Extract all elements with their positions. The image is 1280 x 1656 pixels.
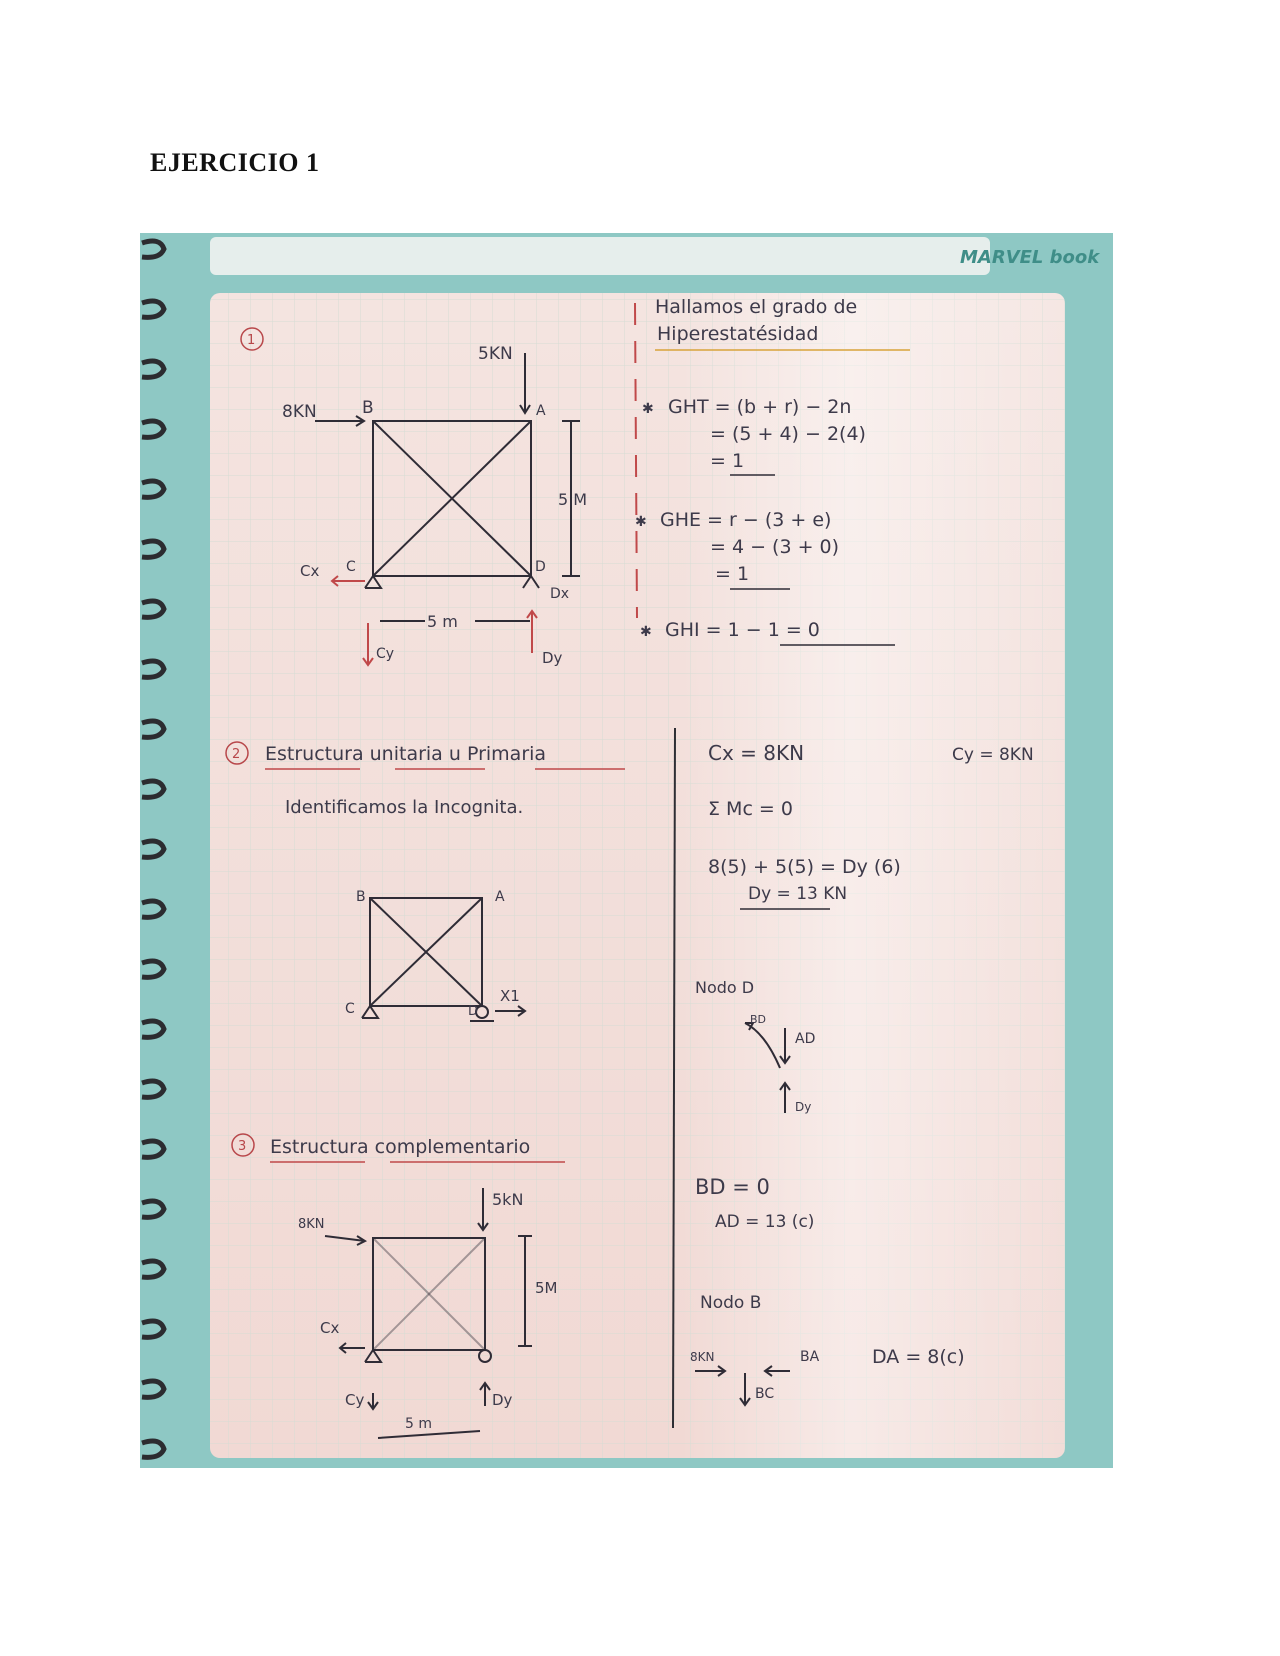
s2-node-c: C: [345, 1001, 355, 1017]
nodo-d-heading: Nodo D: [695, 978, 755, 997]
node-b-label: B: [362, 398, 374, 418]
s3-reaction-dy: Dy: [492, 1391, 513, 1409]
ght-line-1: GHT = (b + r) − 2n: [668, 396, 852, 418]
node-a-label: A: [536, 403, 546, 419]
section-2-subtitle: Identificamos la Incognita.: [285, 797, 524, 818]
da-result: DA = 8(c): [872, 1346, 965, 1368]
section-2-number: 2: [232, 747, 241, 762]
ght-line-3: = 1: [710, 450, 745, 472]
ght-line-2: = (5 + 4) − 2(4): [710, 423, 866, 445]
fbd-ad-label: AD: [795, 1031, 816, 1047]
reaction-dy-label: Dy: [542, 649, 563, 667]
fbd-ba-label: BA: [800, 1349, 820, 1365]
svg-text:✱: ✱: [642, 401, 654, 417]
ghi-line: GHI = 1 − 1 = 0: [665, 619, 820, 641]
s3-reaction-cy: Cy: [345, 1391, 365, 1409]
indeterminacy-heading-2: Hiperestatésidad: [657, 323, 819, 345]
fbd-bc-label: BC: [755, 1386, 775, 1402]
svg-text:✱: ✱: [640, 624, 652, 640]
s2-node-b: B: [356, 889, 366, 905]
section-3-number: 3: [238, 1139, 247, 1154]
reaction-cx-label: Cx: [300, 562, 320, 580]
s2-node-a: A: [495, 889, 505, 905]
s3-reaction-cx: Cx: [320, 1319, 340, 1337]
fbd-8kn-label: 8KN: [690, 1350, 715, 1364]
section-3-title: Estructura complementario: [270, 1136, 531, 1158]
moment-equation: 8(5) + 5(5) = Dy (6): [708, 856, 901, 878]
header-strip: [210, 237, 990, 275]
ad-result: AD = 13 (c): [715, 1212, 815, 1232]
s2-node-d: D: [468, 1004, 479, 1019]
load-8kn-label: 8KN: [282, 402, 317, 422]
ghe-line-1: GHE = r − (3 + e): [660, 509, 832, 531]
brand-logo: MARVEL book: [960, 247, 1100, 268]
notebook-photo: [140, 233, 1113, 1468]
section-1-number: 1: [247, 333, 256, 348]
dim-height-label: 5 M: [558, 490, 588, 509]
s3-dim-width: 5 m: [405, 1416, 432, 1432]
paper: [210, 293, 1065, 1458]
fbd-dy-label: Dy: [795, 1100, 812, 1114]
reaction-dx-label: Dx: [550, 586, 570, 602]
s3-dim-height: 5M: [535, 1279, 558, 1297]
node-d-label: D: [535, 559, 546, 575]
s3-load-5kn: 5kN: [492, 1190, 524, 1209]
nodo-b-heading: Nodo B: [700, 1293, 762, 1313]
cx-equation: Cx = 8KN: [708, 741, 805, 765]
dy-result: Dy = 13 KN: [748, 884, 848, 904]
reaction-cy-label: Cy: [376, 646, 395, 662]
dim-width-label: 5 m: [427, 612, 458, 631]
fbd-bd-label: BD: [750, 1013, 767, 1026]
indeterminacy-heading-1: Hallamos el grado de: [655, 296, 858, 318]
ghe-line-3: = 1: [715, 563, 750, 585]
node-c-label: C: [346, 559, 356, 575]
svg-text:✱: ✱: [635, 514, 647, 530]
cy-equation: Cy = 8KN: [952, 745, 1034, 765]
page-title: EJERCICIO 1: [150, 148, 320, 177]
sum-moments: Σ Mc = 0: [708, 798, 793, 820]
s3-load-8kn: 8KN: [298, 1217, 325, 1232]
load-5kn-label: 5KN: [478, 344, 513, 364]
unknown-x1-label: X1: [500, 987, 520, 1005]
section-2-title: Estructura unitaria u Primaria: [265, 743, 547, 765]
bd-result: BD = 0: [695, 1175, 770, 1199]
ghe-line-2: = 4 − (3 + 0): [710, 536, 840, 558]
